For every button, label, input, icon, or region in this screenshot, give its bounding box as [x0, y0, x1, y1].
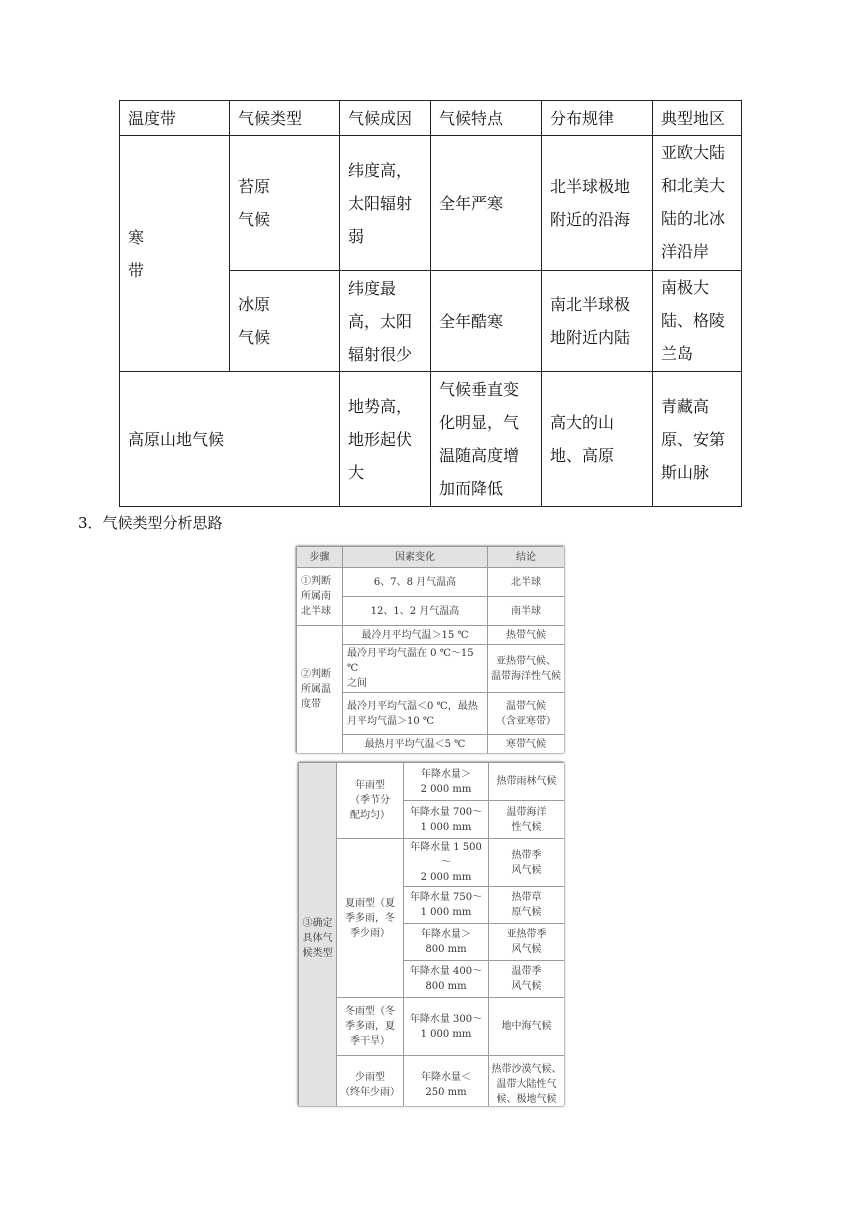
- result-cell: 北半球: [488, 568, 565, 597]
- section-heading: 3．气候类型分析思路: [78, 514, 223, 532]
- result-cell: 地中海气候: [489, 998, 565, 1056]
- climate-type-cell: 冰原 气候: [230, 271, 340, 372]
- factor-cell: 年降水量＞ 2 000 mm: [404, 763, 489, 801]
- table-row: [299, 1056, 565, 1108]
- result-cell: 热带季 风气候: [489, 839, 565, 887]
- factor-cell: 年降水量 1 500～ 2 000 mm: [404, 839, 489, 887]
- header-cell: 典型地区: [653, 101, 742, 136]
- header-cell: 气候成因: [340, 101, 431, 136]
- table-header-row: [297, 547, 565, 568]
- table-row: [297, 568, 565, 597]
- region-cell: 南极大 陆、格陵 兰岛: [653, 271, 742, 372]
- factor-cell: 年降水量 300～ 1 000 mm: [404, 998, 489, 1056]
- feature-cell: 全年酷寒: [431, 271, 542, 372]
- table-row: [299, 763, 565, 801]
- factor-cell: 12、1、2 月气温高: [343, 597, 488, 626]
- header-cell: 因素变化: [343, 547, 488, 568]
- cold-zone-cell: 寒 带: [120, 136, 230, 372]
- factor-cell: 最热月平均气温＜5 ℃: [343, 735, 488, 754]
- table-row: [299, 998, 565, 1056]
- feature-cell: 全年严寒: [431, 136, 542, 271]
- factor-cell: 年降水量 400～ 800 mm: [404, 961, 489, 998]
- analysis-table-climate-types: [298, 762, 565, 1107]
- result-cell: 亚热带季 风气候: [489, 924, 565, 961]
- result-cell: 热带雨林气候: [489, 763, 565, 801]
- feature-cell: 气候垂直变 化明显，气 温随高度增 加而降低: [431, 372, 542, 507]
- result-cell: 温带气候 （含亚寒带）: [488, 693, 565, 735]
- step-cell: ②判断 所属温 度带: [297, 626, 343, 754]
- highland-label-cell: 高原山地气候: [120, 372, 340, 507]
- result-cell: 热带草 原气候: [489, 887, 565, 924]
- step-cell: ③确定 具体气 候类型: [299, 763, 337, 1108]
- header-cell: 气候类型: [230, 101, 340, 136]
- result-cell: 南半球: [488, 597, 565, 626]
- table-row: [120, 372, 742, 507]
- result-cell: 温带季 风气候: [489, 961, 565, 998]
- cause-cell: 地势高， 地形起伏 大: [340, 372, 431, 507]
- factor-cell: 最冷月平均气温在 0 ℃～15 ℃ 之间: [343, 645, 488, 693]
- rain-type-cell: 冬雨型（冬 季多雨，夏 季干旱）: [337, 998, 404, 1056]
- factor-cell: 年降水量 750～ 1 000 mm: [404, 887, 489, 924]
- table-header-row: [120, 101, 742, 136]
- result-cell: 亚热带气候、 温带海洋性气候: [488, 645, 565, 693]
- cause-cell: 纬度高， 太阳辐射 弱: [340, 136, 431, 271]
- result-cell: 寒带气候: [488, 735, 565, 754]
- rain-type-cell: 年雨型 （季节分 配均匀）: [337, 763, 404, 839]
- factor-cell: 年降水量＜ 250 mm: [404, 1056, 489, 1108]
- analysis-table-steps: [296, 546, 565, 754]
- distribution-cell: 北半球极地 附近的沿海: [542, 136, 653, 271]
- climate-type-cell: 苔原 气候: [230, 136, 340, 271]
- result-cell: 温带海洋 性气候: [489, 801, 565, 839]
- cause-cell: 纬度最 高，太阳 辐射很少: [340, 271, 431, 372]
- climate-table: [119, 100, 742, 507]
- header-cell: 结论: [488, 547, 565, 568]
- region-cell: 青藏高 原、安第 斯山脉: [653, 372, 742, 507]
- table-row: [299, 839, 565, 887]
- analysis-table-part-2: [297, 761, 565, 1107]
- distribution-cell: 南北半球极 地附近内陆: [542, 271, 653, 372]
- header-cell: 分布规律: [542, 101, 653, 136]
- factor-cell: 6、7、8 月气温高: [343, 568, 488, 597]
- factor-cell: 年降水量 700～ 1 000 mm: [404, 801, 489, 839]
- rain-type-cell: 夏雨型（夏 季多雨，冬 季少雨）: [337, 839, 404, 998]
- header-cell: 温度带: [120, 101, 230, 136]
- header-cell: 气候特点: [431, 101, 542, 136]
- factor-cell: 年降水量＞ 800 mm: [404, 924, 489, 961]
- step-cell: ①判断 所属南 北半球: [297, 568, 343, 626]
- header-cell: 步骤: [297, 547, 343, 568]
- rain-type-cell: 少雨型 （终年少雨）: [337, 1056, 404, 1108]
- result-cell: 热带沙漠气候、 温带大陆性气 候、极地气候: [489, 1056, 565, 1108]
- distribution-cell: 高大的山 地、高原: [542, 372, 653, 507]
- table-row: [297, 626, 565, 645]
- result-cell: 热带气候: [488, 626, 565, 645]
- table-row: [120, 136, 742, 271]
- factor-cell: 最冷月平均气温＞15 ℃: [343, 626, 488, 645]
- region-cell: 亚欧大陆 和北美大 陆的北冰 洋沿岸: [653, 136, 742, 271]
- analysis-table-part-1: [295, 545, 565, 754]
- factor-cell: 最冷月平均气温＜0 ℃，最热 月平均气温＞10 ℃: [343, 693, 488, 735]
